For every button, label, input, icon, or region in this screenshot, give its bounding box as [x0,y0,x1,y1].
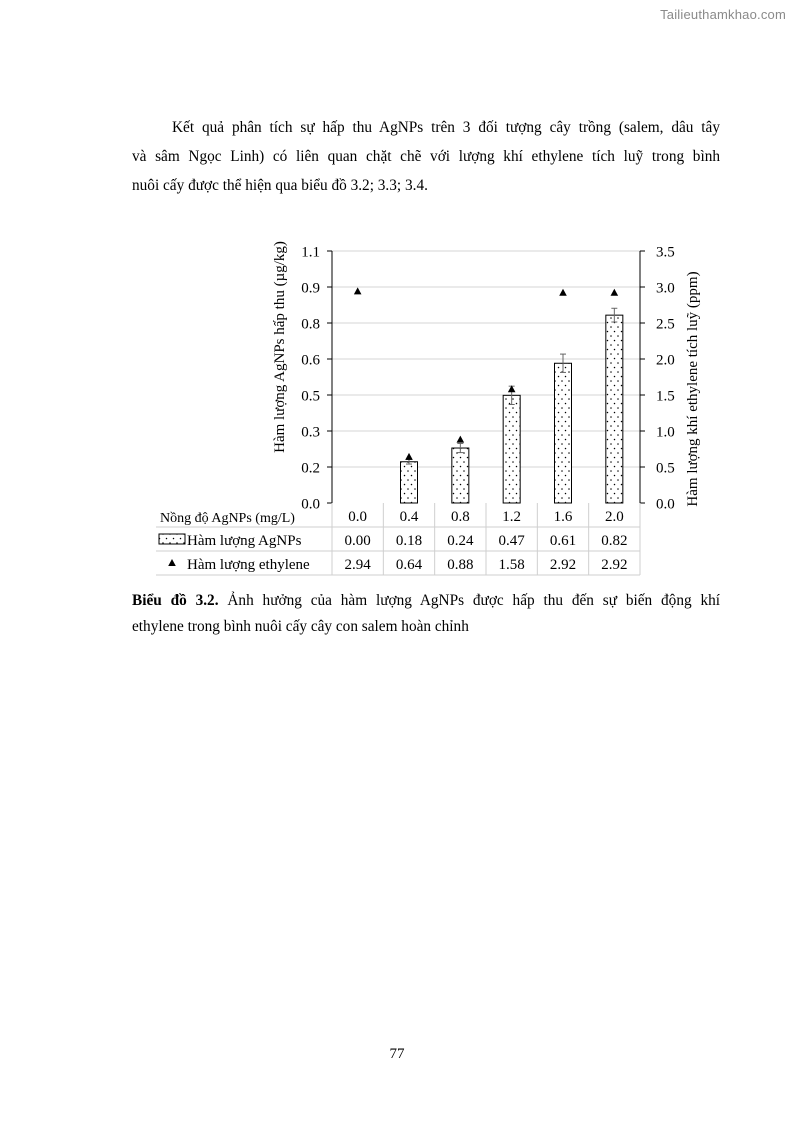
table-value: 2.92 [549,557,577,573]
table-value: 0.64 [395,557,423,573]
table-value: 0.82 [601,533,628,549]
right-tick-label: 3.0 [656,280,675,297]
category-label: 1.6 [553,509,573,525]
table-value: 0.61 [549,533,577,549]
legend-swatch-marker [168,559,176,566]
category-label: 2.0 [604,509,624,525]
bar [555,363,572,503]
table-value: 0.18 [395,533,423,549]
right-tick-label: 3.5 [656,244,675,261]
right-tick-label: 0.5 [656,460,675,477]
category-label: 0.0 [348,509,368,525]
bar [401,462,418,503]
category-label: 1.2 [502,509,522,525]
left-tick-label: 0.2 [301,460,320,477]
table-value: 0.24 [447,533,474,549]
figure-caption [132,588,720,640]
intro-line-2: và sâm Ngọc Linh) có liên quan chặt chẽ với lượng khí ethylene tích luỹ trong bình [132,148,720,165]
table-value: 0.88 [447,557,474,573]
bar [606,315,623,503]
bar [452,448,469,503]
left-tick-label: 0.0 [301,496,320,513]
caption-line-2: ethylene trong bình nuôi cấy cây con salem hoàn chỉnh [132,618,469,635]
table-value: 0.00 [344,533,371,549]
intro-line-1: Kết quả phân tích sự hấp thu AgNPs trên 3 đối tượng cây trồng (salem, dâu tây [172,119,720,136]
ethylene-marker [405,453,413,460]
caption-line-1 [132,588,720,614]
bar [503,395,520,503]
watermark: Tailieuthamkhao.com [660,7,786,22]
right-tick-label: 2.0 [656,352,675,369]
table-value: 2.92 [601,557,628,573]
chart-axes [272,241,701,512]
right-tick-label: 1.0 [656,424,675,441]
left-tick-label: 0.9 [301,280,320,297]
left-tick-label: 0.8 [301,316,320,333]
chart-data-table [156,503,640,575]
chart-markers [354,287,618,460]
category-label: 0.4 [399,509,419,525]
legend-swatch-bar [159,534,185,544]
caption-text-1: Ảnh hưởng của hàm lượng AgNPs được hấp thu đến sự biến động khí [227,592,721,609]
legend-label-agnps: Hàm lượng AgNPs [187,533,302,549]
chart-gridlines [332,251,640,467]
table-value: 2.94 [344,557,371,573]
ethylene-marker [611,289,619,296]
intro-line-3: nuôi cấy được thể hiện qua biểu đồ 3.2; 3.3; 3.4. [132,177,428,194]
right-tick-label: 1.5 [656,388,675,405]
right-tick-label: 2.5 [656,316,675,333]
caption-label: Biểu đồ 3.2. [132,592,219,609]
page-number: 77 [389,1046,405,1062]
left-tick-label: 1.1 [301,244,320,261]
left-tick-label: 0.5 [301,388,320,405]
table-value: 1.58 [498,557,525,573]
table-value: 0.47 [498,533,525,549]
y-axis-title: Hàm lượng AgNPs hấp thu (µg/kg) [272,241,288,453]
left-tick-label: 0.3 [301,424,320,441]
right-tick-label: 0.0 [656,496,675,513]
y2-axis-title: Hàm lượng khí ethylene tích luỹ (ppm) [685,271,701,507]
ethylene-marker [559,289,567,296]
legend-label-ethylene: Hàm lượng ethylene [187,557,310,573]
x-axis-title: Nồng độ AgNPs (mg/L) [160,511,295,526]
ethylene-marker [457,436,465,443]
left-tick-label: 0.6 [301,352,320,369]
ethylene-marker [354,287,362,294]
category-label: 0.8 [450,509,470,525]
chart-bars [401,315,623,503]
